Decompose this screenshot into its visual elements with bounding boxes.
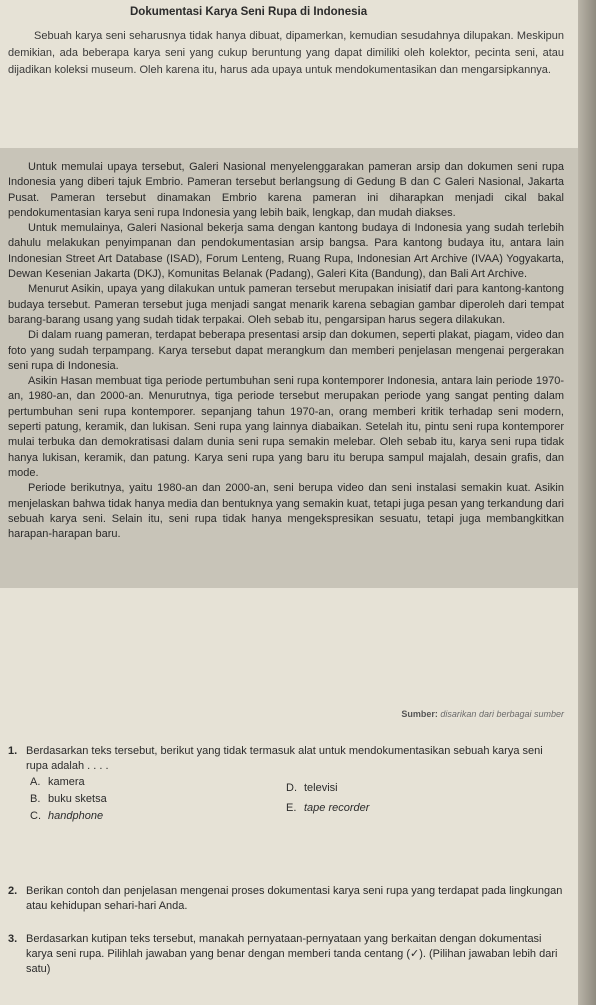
- source-note: [401, 709, 564, 719]
- question-text: Berdasarkan teks tersebut, berikut yang tidak termasuk alat untuk mendokumentasikan sebuah karya seni rupa adalah . . . .: [26, 745, 543, 772]
- option-label: C.: [30, 810, 41, 822]
- question-text: Berikan contoh dan penjelasan mengenai proses dokumentasi karya seni rupa yang terdapat pada lingkungan atau kehidupan sehari-hari Anda.: [26, 885, 563, 912]
- article-paragraph: Di dalam ruang pameran, terdapat beberapa presentasi arsip dan dokumen, seperti plakat, piagam, video dan foto yang sudah terpampang. Karya tersebut dapat merangkum dan memberi penjelasan mengenai pergerakan seni rupa di Indonesia.: [8, 329, 564, 372]
- article-paragraph: Untuk memulainya, Galeri Nasional bekerja sama dengan kantong budaya di Indonesia yang sudah terlebih dahulu melakukan penyimpanan dan pendokumentasian arsip bangsa. Para kantong budaya itu, antara lain Indonesian Street Art Database (ISAD), Forum Lenteng, Ruang Rupa, Indonesian Art Archive (IVAA) Yogyakarta, Dewan Kesenian Jakarta (DKJ), Komunitas Belanak (Padang), Galeri Kita (Bandung), dan Bali Art Archive.: [8, 222, 564, 281]
- article-paragraph: Untuk memulai upaya tersebut, Galeri Nasional menyelenggarakan pameran arsip dan dokumen seni rupa Indonesia yang diberi tajuk Embrio. Pameran tersebut berlangsung di Gedung B dan C Galeri Nasional, Jakarta Pusat. Pameran tersebut dinamakan Embrio karena pameran ini diharapkan menjadi cikal bakal pendokumentasian karya seni rupa Indonesia yang lebih baik, lengkap, dan mudah diakses.: [8, 161, 564, 219]
- question-text: Berdasarkan kutipan teks tersebut, manakah pernyataan-pernyataan yang berkaitan dengan dokumentasi karya seni rupa. Pilihlah jawaban yang benar dengan memberi tanda centang (✓). (Pilihan jawaban lebih dari satu): [26, 933, 558, 975]
- article-paragraph: Periode berikutnya, yaitu 1980-an dan 2000-an, seni berupa video dan seni instalasi semakin kuat. Asikin menjelaskan bahwa tidak hanya media dan bentuknya yang semakin kuat, tetapi juga pesan yang terkandung dari sebuah karya seni. Selain itu, seni rupa tidak hanya mengekspresikan sesuatu, tetapi juga membangkitkan harapan-harapan baru.: [8, 482, 564, 541]
- option-a[interactable]: [30, 774, 85, 791]
- option-label: A.: [30, 776, 41, 788]
- option-text: handphone: [48, 810, 104, 822]
- source-label: Sumber:: [401, 709, 438, 719]
- option-label: D.: [286, 782, 297, 794]
- option-text: buku sketsa: [48, 793, 107, 805]
- question-number: 3.: [8, 933, 18, 945]
- question-1: [8, 744, 564, 774]
- question-3: [8, 932, 564, 977]
- source-text: disarikan dari berbagai sumber: [440, 709, 564, 719]
- article-paragraph: Asikin Hasan membuat tiga periode pertumbuhan seni rupa kontemporer Indonesia, antara lain periode 1970-an, 1980-an, dan 2000-an. Menurutnya, tiga periode tersebut merupakan periode yang sangat penting dalam pertumbuhan seni rupa kontemporer. sepanjang tahun 1970-an, orang memberi kritik terhadap seni modern, seperti patung, keramik, dan lukisan. Seni rupa yang lainnya diabaikan. Setelah itu, pintu seni rupa kontemporer mulai terbuka dan demokratisasi dalam dunia seni rupa semakin melebar. Oleh sebab itu, karya seni rupa tidak hanya lukisan, keramik, dan patung. Karya seni rupa yang baru itu berupa sampul majalah, desain grafis, dan mode.: [8, 375, 564, 479]
- question-number: 1.: [8, 745, 18, 757]
- option-text: kamera: [48, 776, 85, 788]
- option-text: televisi: [304, 782, 338, 794]
- option-c[interactable]: [30, 808, 103, 825]
- page-edge: [578, 0, 596, 1005]
- question-number: 2.: [8, 885, 18, 897]
- option-label: B.: [30, 793, 41, 805]
- intro-paragraph: [8, 28, 564, 79]
- option-label: E.: [286, 802, 297, 814]
- option-e[interactable]: [286, 800, 369, 817]
- article-text: [8, 160, 564, 542]
- page-heading: Dokumentasi Karya Seni Rupa di Indonesia: [130, 6, 368, 18]
- question-2: [8, 884, 564, 914]
- option-d[interactable]: [286, 780, 338, 797]
- option-b[interactable]: [30, 791, 107, 808]
- article-paragraph: Menurut Asikin, upaya yang dilakukan untuk pameran tersebut merupakan inisiatif dari para kantong-kantong budaya tersebut. Pameran tersebut juga menjadi sangat menarik karena sebagian gambar diperoleh dari tempat barang-barang usang yang sudah tidak terpakai. Oleh sebab itu, pengarsipan harus segera dilakukan.: [8, 283, 564, 326]
- option-text: tape recorder: [304, 802, 370, 814]
- intro-text: Sebuah karya seni seharusnya tidak hanya dibuat, dipamerkan, kemudian sesudahnya dilupakan. Meskipun demikian, ada beberapa karya seni yang cukup beruntung yang dapat dimiliki oleh kolektor, pecinta seni, atau dijadikan koleksi museum. Oleh karena itu, harus ada upaya untuk mendokumentasikan dan mengarsipkannya.: [8, 30, 564, 76]
